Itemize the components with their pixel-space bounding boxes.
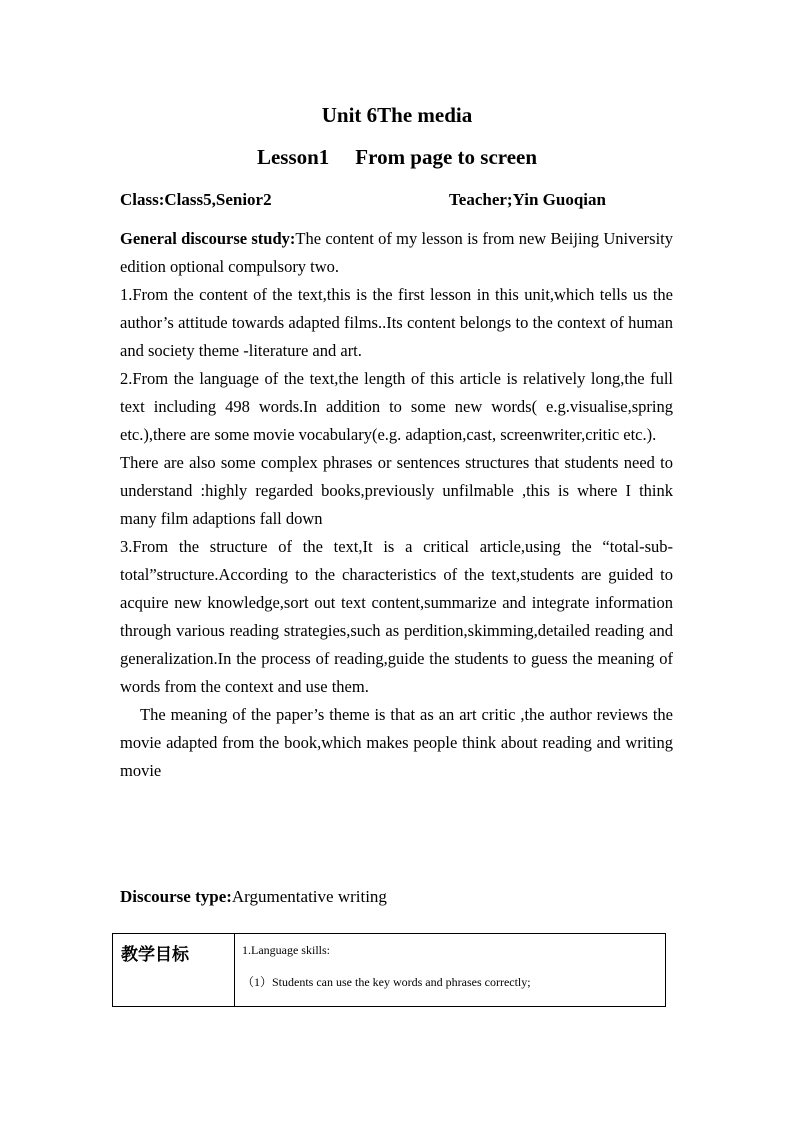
- discourse-type-label: Discourse type:: [120, 887, 232, 906]
- general-discourse-label: General discourse study:: [120, 229, 296, 248]
- goals-line-2: （1）Students can use the key words and phrases correctly;: [242, 975, 531, 989]
- unit-title: Unit 6The media: [321, 103, 473, 127]
- table-row: [113, 934, 666, 1007]
- goals-label-cell: 教学目标: [113, 934, 235, 1007]
- lesson-heading: [0, 145, 794, 170]
- class-info: Class:Class5,Senior2: [120, 190, 272, 209]
- discourse-study-body: [120, 225, 673, 785]
- teacher-info: Teacher;Yin Guoqian: [449, 190, 606, 209]
- goals-content-cell: [235, 934, 666, 1007]
- goals-line-1: 1.Language skills:: [242, 943, 330, 957]
- lesson-number: Lesson1: [256, 145, 330, 169]
- theme-paragraph: The meaning of the paper’s theme is that as an art critic ,the author reviews the movie adapted from the book,which makes people think about reading and writing movie: [120, 705, 673, 780]
- content-point-2: 2.From the language of the text,the length of this article is relatively long,the full text including 498 words.In addition to some new words( e.g.visualise,spring etc.),there are some movie vocabulary(e.g. adaption,cast, screenwriter,critic etc.).: [120, 369, 673, 444]
- discourse-type-value: Argumentative writing: [231, 887, 387, 906]
- content-point-3: 3.From the structure of the text,It is a critical article,using the “total-sub-total”structure.According to the characteristics of the text,students are guided to acquire new knowledge,sort out text content,summarize and integrate information through various reading strategies,such as perdition,skimming,detailed reading and generalization.In the process of reading,guide the students to guess the meaning of words from the context and use them.: [120, 537, 673, 696]
- discourse-type: [120, 887, 387, 907]
- general-discourse-text: The content of my lesson is from new Beijing University edition optional compulsory two.: [120, 229, 673, 276]
- general-discourse-paragraph: [120, 225, 673, 281]
- content-point-1: 1.From the content of the text,this is the first lesson in this unit,which tells us the author’s attitude towards adapted films..Its content belongs to the context of human and society theme -literature and art.: [120, 285, 673, 360]
- teaching-goals-table: [112, 933, 666, 1007]
- lesson-title: From page to screen: [355, 145, 538, 169]
- content-point-2-extra: There are also some complex phrases or sentences structures that students need to understand :highly regarded books,previously unfilmable ,this is where I think many film adaptions fall down: [120, 453, 673, 528]
